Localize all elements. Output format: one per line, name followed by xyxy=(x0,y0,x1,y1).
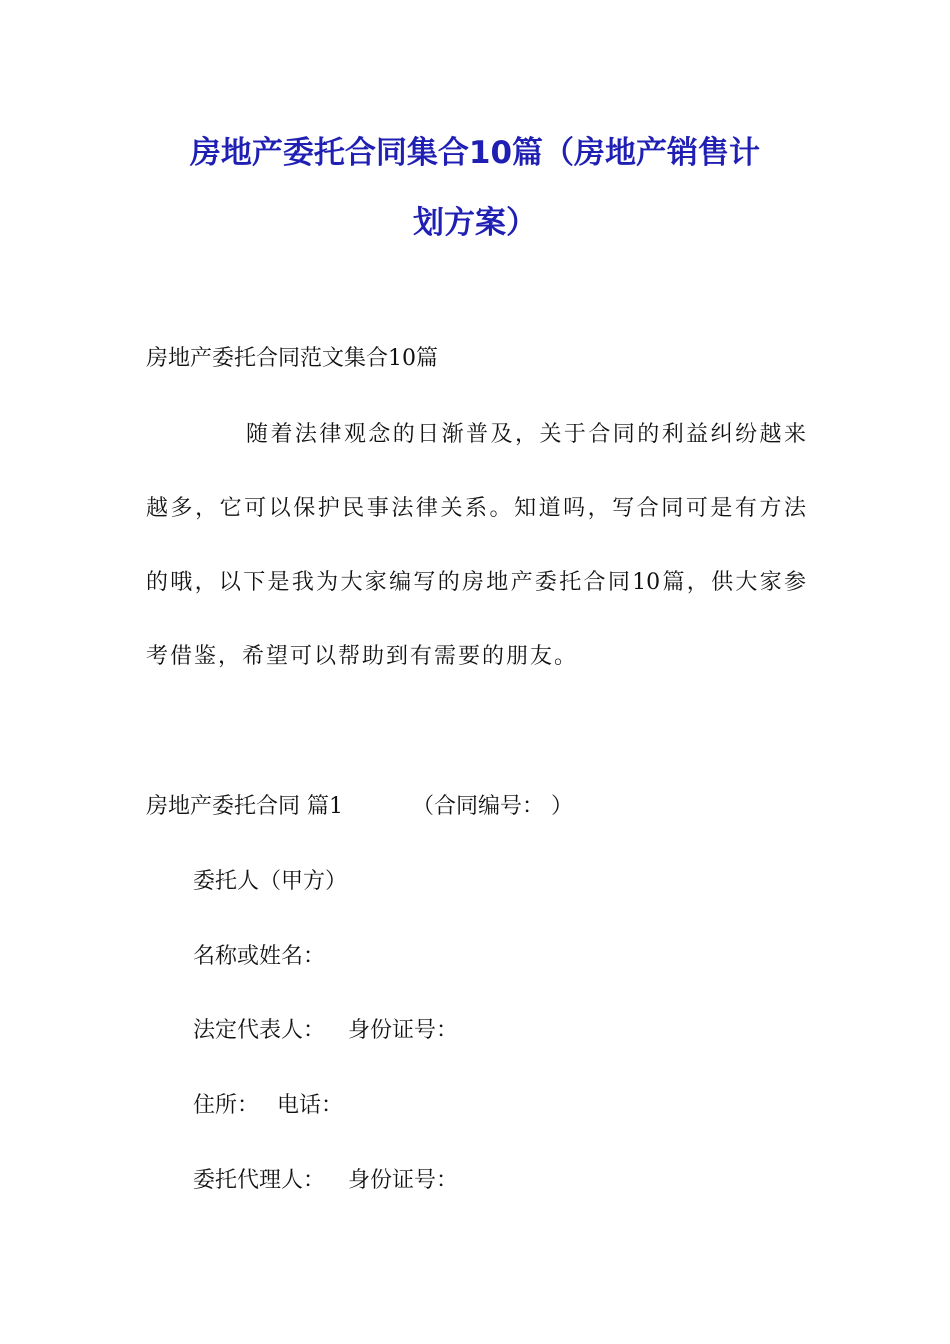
document-title-line-1: 房地产委托合同集合10篇（房地产销售计 xyxy=(189,135,761,171)
document-subtitle: 房地产委托合同范文集合10篇 xyxy=(146,346,438,371)
intro-line: 随着法律观念的日渐普及，关于合同的利益纠纷越来 xyxy=(246,422,806,447)
field-agent-id: 身份证号： xyxy=(348,1168,459,1193)
contract-number: （合同编号： ） xyxy=(412,794,573,819)
field-legal-rep-id: 身份证号： xyxy=(348,1018,459,1043)
section-heading: 房地产委托合同 篇1 xyxy=(146,794,343,819)
field-phone: 电话： xyxy=(277,1093,344,1118)
field-agent: 委托代理人： xyxy=(193,1168,326,1193)
field-name: 名称或姓名： xyxy=(193,944,326,969)
field-legal-rep: 法定代表人： xyxy=(193,1018,326,1043)
intro-line: 越多，它可以保护民事法律关系。知道吗，写合同可是有方法 xyxy=(146,496,806,521)
intro-line: 考借鉴，希望可以帮助到有需要的朋友。 xyxy=(146,644,579,669)
field-principal: 委托人（甲方） xyxy=(193,869,348,894)
document-title-line-2: 划方案） xyxy=(413,205,537,241)
intro-line: 的哦，以下是我为大家编写的房地产委托合同10篇，供大家参 xyxy=(146,570,806,595)
field-address: 住所： xyxy=(193,1093,260,1118)
